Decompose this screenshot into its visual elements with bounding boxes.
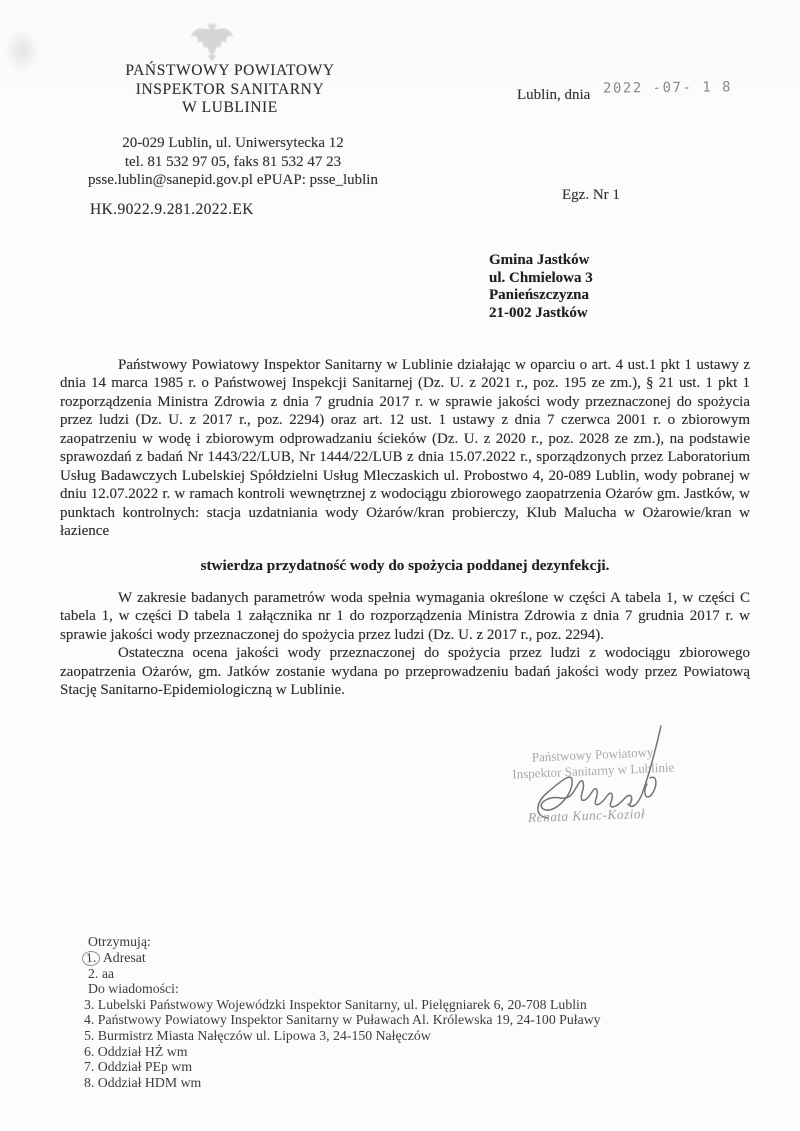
distribution-section	[84, 934, 601, 1090]
body-paragraphs-2-3-wrap	[60, 589, 750, 700]
scan-smudge	[4, 28, 40, 74]
body-paragraph-3: Ostateczna ocena jakości wody przeznaczonej do spożycia przez ludzi z wodociągu zbiorowego zaopatrzenia Ożarów, gm. Jatków zostanie wydana po przeprowadzeniu badań jakości wody przez Powiatową Stację Sanitarno-Epidemiologiczną w Lublinie.	[60, 645, 750, 699]
body-paragraph-1-wrap	[60, 356, 750, 541]
copy-number: Egz. Nr 1	[562, 187, 620, 203]
water-suitability-statement: stwierdza przydatność wody do spożycia poddanej dezynfekcji.	[200, 557, 610, 574]
handwritten-signature	[478, 720, 698, 850]
letterhead-address: 20-029 Lublin, ul. Uniwersytecka 12	[122, 135, 344, 151]
letterhead-contact-block	[80, 134, 386, 190]
for-information-list	[84, 997, 601, 1091]
circled-item-number: 1.	[81, 950, 100, 966]
for-information-label: Do wiadomości:	[88, 981, 179, 997]
body-paragraph-2: W zakresie badanych parametrów woda spełnia wymagania określone w części A tabela 1, w części C tabela 1, w części D tabela 1 załącznika nr 1 do rozporządzenia Ministra Zdrowia z dnia 7 grudnia 2017 r. w sprawie jakości wody przeznaczonej do spożycia przez ludzi (Dz. U. z 2017 r., poz. 2294).	[60, 590, 750, 643]
org-line-2: INSPEKTOR SANITARNY	[135, 80, 325, 98]
received-item-2-text: aa	[101, 965, 115, 981]
recipient-line-4: 21-002 Jastków	[489, 304, 588, 321]
recipient-line-2: ul. Chmielowa 3	[489, 269, 593, 286]
place-and-date-label: Lublin, dnia	[517, 87, 591, 103]
info-item-3: 3. Lubelski Państwowy Wojewódzki Inspektor Sanitarny, ul. Pielęgniarek 6, 20-708 Lublin	[84, 996, 587, 1012]
recipient-line-3: Panieńszczyzna	[489, 287, 589, 304]
date-stamp: 2022 -07- 1 8	[602, 79, 733, 97]
received-item-2	[88, 966, 601, 982]
signer-name: Renata Kunc-Kozioł	[527, 805, 646, 826]
info-item-6: 6. Oddział HŻ wm	[84, 1043, 188, 1059]
org-line-1: PAŃSTWOWY POWIATOWY	[125, 62, 335, 79]
letterhead-phone: tel. 81 532 97 05, faks 81 532 47 23	[124, 153, 342, 170]
case-reference-number: HK.9022.9.281.2022.EK	[90, 201, 254, 218]
letterhead-org-name	[80, 62, 380, 118]
stamp-line-1: Państwowy Powiatowy	[531, 744, 654, 765]
info-item-4: 4. Państwowy Powiatowy Inspektor Sanitarny w Puławach Al. Królewska 19, 24-100 Puławy	[84, 1012, 601, 1028]
letterhead-email: psse.lublin@sanepid.gov.pl ePUAP: psse_lublin	[88, 172, 378, 188]
received-item-2-number: 2.	[88, 965, 99, 981]
info-item-7: 7. Oddział PEp wm	[84, 1059, 193, 1075]
info-item-8: 8. Oddział HDM wm	[84, 1074, 202, 1090]
received-by-label: Otrzymują:	[88, 934, 151, 949]
org-line-3: W LUBLINIE	[182, 99, 278, 116]
polish-eagle-emblem-icon	[188, 18, 236, 64]
received-item-1-text: Adresat	[102, 949, 146, 965]
recipient-address-block	[489, 252, 593, 322]
body-paragraph-1: Państwowy Powiatowy Inspektor Sanitarny w Lublinie działając w oparciu o art. 4 ust.1 pkt 1 ustawy z dnia 14 marca 1985 r. o Państwowej Inspekcji Sanitarnej (Dz. U. z 2021 r., poz. 195 ze zm.), § 21 ust. 1 pkt 1 rozporządzenia Ministra Zdrowia z dnia 7 grudnia 2017 r. w sprawie jakości wody przeznaczonej do spożycia przez ludzi (Dz. U. z 2017 r., poz. 2294) oraz art. 12 ust. 1 ustawy z dnia 7 czerwca 2001 r. o zbiorowym zaopatrzeniu w wodę i zbiorowym odprowadzaniu ścieków (Dz. U. z 2020 r., poz. 2028 ze zm.), na podstawie sprawozdań z badań Nr 1443/22/LUB, Nr 1444/22/LUB z dnia 15.07.2022 r., sporządzonych przez Laboratorium Usług Badawczych Lubelskiej Spółdzielni Usług Mleczaskich ul. Probostwo 4, 20-089 Lublin, wody pobranej w dniu 12.07.2022 r. w ramach kontroli wewnętrznej z wodociągu zbiorowego zaopatrzenia Ożarów gm. Jastków, w punktach kontrolnych: stacja uzdatniania wody Ożarów/kran probierczy, Klub Malucha w Ożarowie/kran w łazience	[60, 357, 750, 540]
received-item-1	[85, 949, 601, 966]
stamp-line-2: Inspektor Sanitarny w Lublinie	[512, 758, 675, 782]
info-item-5: 5. Burmistrz Miasta Nałęczów ul. Lipowa 3, 24-150 Nałęczów	[84, 1027, 431, 1043]
recipient-line-1: Gmina Jastków	[489, 252, 590, 268]
